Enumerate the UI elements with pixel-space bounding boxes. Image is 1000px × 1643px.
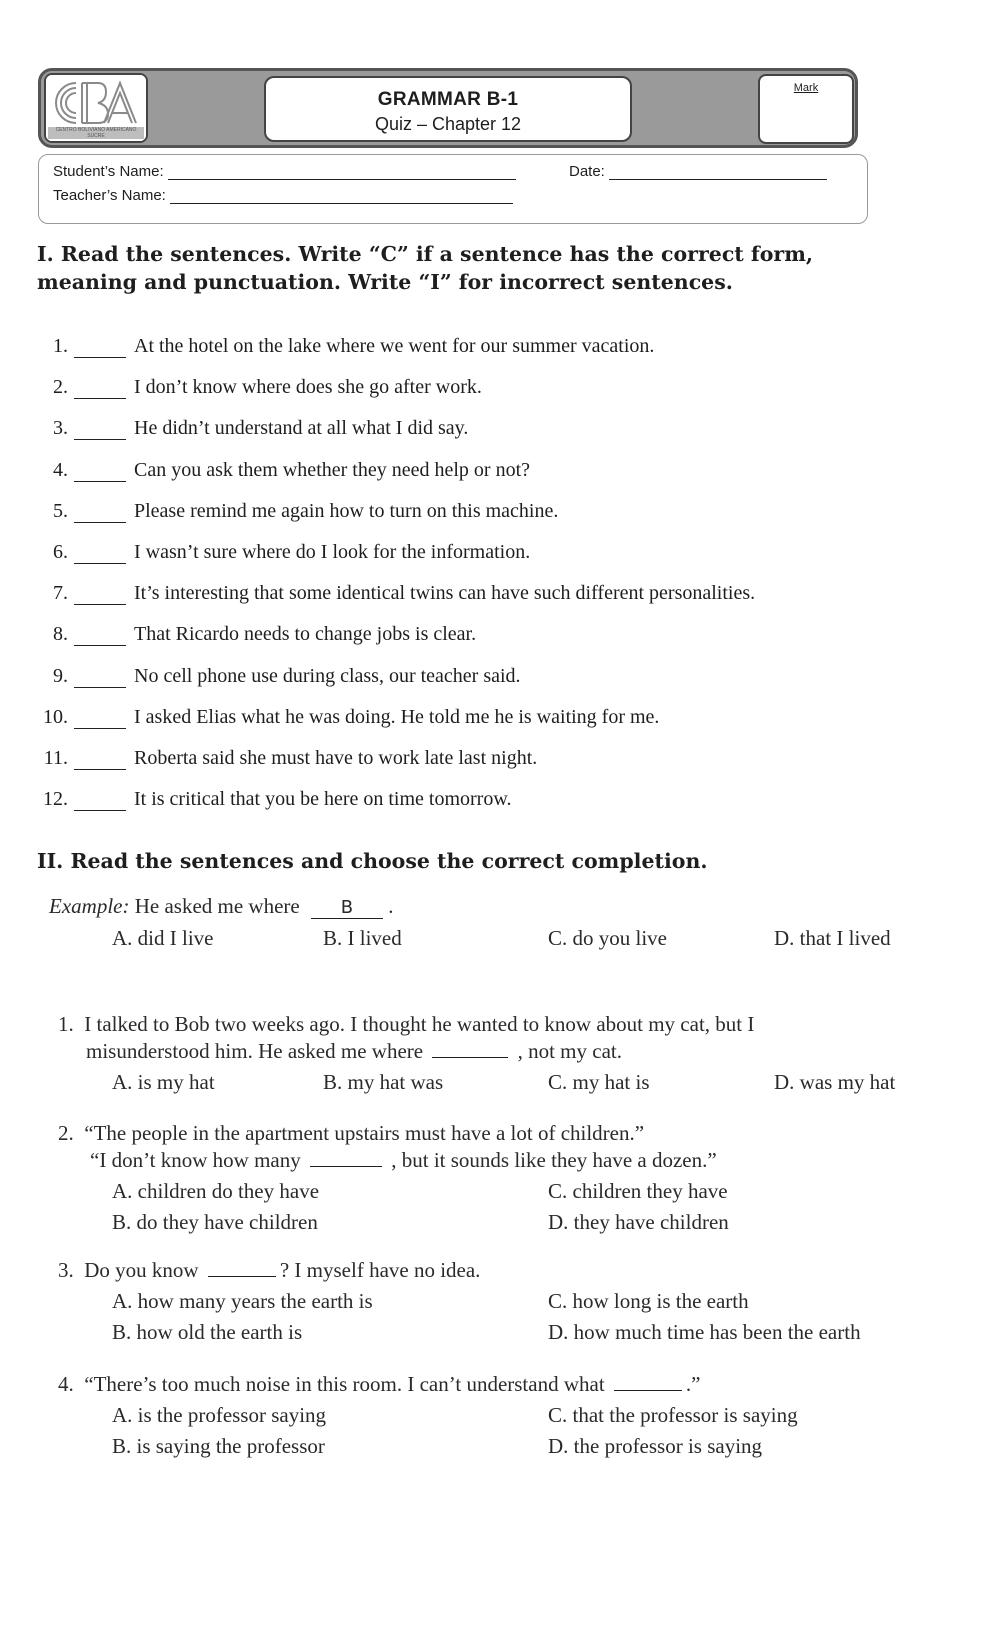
part1-item-sentence: I asked Elias what he was doing. He told me he is waiting for me. bbox=[134, 706, 660, 728]
part1-answer-blank[interactable] bbox=[74, 629, 126, 646]
part1-item-number: 4. bbox=[53, 459, 68, 481]
part1-item-number: 9. bbox=[53, 665, 68, 687]
q1-line2: misunderstood him. He asked me where , not my cat. bbox=[86, 1039, 622, 1063]
part1-answer-blank[interactable] bbox=[74, 547, 126, 564]
part1-item-sentence: He didn’t understand at all what I did say. bbox=[134, 417, 469, 439]
q2-line1: 2. “The people in the apartment upstairs must have a lot of children.” bbox=[58, 1121, 645, 1145]
part1-item bbox=[40, 620, 476, 646]
part1-item-sentence: Please remind me again how to turn on this machine. bbox=[134, 500, 559, 522]
example-option-c: C. do you live bbox=[548, 926, 667, 950]
part1-item bbox=[40, 414, 468, 440]
part1-item-number: 5. bbox=[53, 500, 68, 522]
part1-item-number: 1. bbox=[53, 335, 68, 357]
teacher-name-field[interactable] bbox=[53, 187, 513, 204]
part1-item-sentence: It is critical that you be here on time tomorrow. bbox=[134, 788, 512, 810]
part1-item-sentence: At the hotel on the lake where we went for our summer vacation. bbox=[134, 335, 655, 357]
q1-option-b: B. my hat was bbox=[323, 1070, 444, 1094]
part1-item bbox=[40, 456, 530, 482]
part1-item-sentence: It’s interesting that some identical twins can have such different personalities. bbox=[134, 582, 756, 604]
q1-option-d: D. was my hat bbox=[774, 1070, 896, 1094]
school-logo bbox=[44, 73, 148, 143]
date-line[interactable] bbox=[609, 165, 827, 180]
part1-item bbox=[40, 497, 558, 523]
q2-option-a: A. children do they have bbox=[112, 1179, 320, 1203]
q3-option-a: A. how many years the earth is bbox=[112, 1289, 373, 1313]
example-answer: B bbox=[311, 897, 383, 919]
part1-answer-blank[interactable] bbox=[74, 794, 126, 811]
part1-item-sentence: Roberta said she must have to work late last night. bbox=[134, 747, 538, 769]
part1-answer-blank[interactable] bbox=[74, 753, 126, 770]
q4-option-a: A. is the professor saying bbox=[112, 1403, 327, 1427]
part1-item bbox=[40, 579, 755, 605]
q4-option-d: D. the professor is saying bbox=[548, 1434, 763, 1458]
q3-option-d: D. how much time has been the earth bbox=[548, 1320, 861, 1344]
part1-item bbox=[40, 373, 482, 399]
part1-item-number: 12. bbox=[43, 788, 68, 810]
example-option-a: A. did I live bbox=[112, 926, 214, 950]
part1-item bbox=[40, 662, 521, 688]
q4-blank[interactable] bbox=[614, 1373, 682, 1391]
q1-option-c: C. my hat is bbox=[548, 1070, 650, 1094]
q4-option-b: B. is saying the professor bbox=[112, 1434, 325, 1458]
date-field[interactable] bbox=[569, 163, 827, 180]
part1-item bbox=[40, 744, 537, 770]
student-name-line[interactable] bbox=[168, 165, 516, 180]
q2-option-d: D. they have children bbox=[548, 1210, 729, 1234]
q3-option-c: C. how long is the earth bbox=[548, 1289, 749, 1313]
part1-answer-blank[interactable] bbox=[74, 423, 126, 440]
q1-option-a: A. is my hat bbox=[112, 1070, 215, 1094]
example-stem: Example: He asked me where B . bbox=[49, 894, 394, 918]
part1-item-number: 8. bbox=[53, 623, 68, 645]
part1-answer-blank[interactable] bbox=[74, 506, 126, 523]
q2-blank[interactable] bbox=[310, 1149, 382, 1167]
part1-item bbox=[40, 538, 530, 564]
q1-blank[interactable] bbox=[432, 1040, 508, 1058]
part1-answer-blank[interactable] bbox=[74, 341, 126, 358]
q3-line1: 3. Do you know ? I myself have no idea. bbox=[58, 1258, 481, 1282]
quiz-title: GRAMMAR B-1 bbox=[377, 89, 519, 110]
example-option-d: D. that I lived bbox=[774, 926, 891, 950]
q3-blank[interactable] bbox=[208, 1259, 276, 1277]
mark-box bbox=[758, 74, 854, 144]
part1-item-number: 6. bbox=[53, 541, 68, 563]
part1-item-sentence: That Ricardo needs to change jobs is clear. bbox=[134, 623, 477, 645]
q3-option-b: B. how old the earth is bbox=[112, 1320, 303, 1344]
quiz-subtitle: Quiz – Chapter 12 bbox=[374, 114, 522, 134]
part1-answer-blank[interactable] bbox=[74, 465, 126, 482]
q4-line1: 4. “There’s too much noise in this room. I can’t understand what .” bbox=[58, 1372, 701, 1396]
student-name-field[interactable] bbox=[53, 163, 516, 180]
part1-item-sentence: I wasn’t sure where do I look for the information. bbox=[134, 541, 531, 563]
logo-caption: CENTRO BOLIVIANO AMERICANO SUCRE bbox=[55, 127, 137, 139]
q2-option-b: B. do they have children bbox=[112, 1210, 318, 1234]
part1-item-number: 7. bbox=[53, 582, 68, 604]
student-info-box bbox=[38, 154, 868, 224]
part1-item bbox=[40, 703, 659, 729]
part1-item-number: 2. bbox=[53, 376, 68, 398]
part1-item-sentence: I don’t know where does she go after work. bbox=[134, 376, 482, 398]
q2-line2: “I don’t know how many , but it sounds like they have a dozen.” bbox=[90, 1148, 717, 1172]
part1-answer-blank[interactable] bbox=[74, 588, 126, 605]
example-label: Example: bbox=[49, 894, 130, 918]
student-name-label: Student’s Name: bbox=[53, 163, 164, 180]
title-box bbox=[264, 76, 632, 142]
part1-item bbox=[40, 785, 511, 811]
q2-option-c: C. children they have bbox=[548, 1179, 728, 1203]
q4-option-c: C. that the professor is saying bbox=[548, 1403, 798, 1427]
part2-heading: II. Read the sentences and choose the correct completion. bbox=[37, 849, 708, 873]
part1-item-number: 10. bbox=[43, 706, 68, 728]
part1-item bbox=[40, 332, 654, 358]
teacher-name-line[interactable] bbox=[170, 189, 513, 204]
part1-heading: I. Read the sentences. Write “C” if a sentence has the correct form, meaning and punctuation. Write “I” for incorrect sentences. bbox=[37, 242, 814, 294]
mark-label: Mark bbox=[793, 82, 819, 94]
part1-item-sentence: Can you ask them whether they need help or not? bbox=[134, 459, 530, 481]
part1-answer-blank[interactable] bbox=[74, 671, 126, 688]
part1-item-sentence: No cell phone use during class, our teacher said. bbox=[134, 665, 521, 687]
part1-answer-blank[interactable] bbox=[74, 382, 126, 399]
date-label: Date: bbox=[569, 163, 605, 180]
part1-answer-blank[interactable] bbox=[74, 712, 126, 729]
q1-line1: 1. I talked to Bob two weeks ago. I thought he wanted to know about my cat, but I bbox=[58, 1012, 755, 1036]
teacher-name-label: Teacher’s Name: bbox=[53, 187, 166, 204]
example-option-b: B. I lived bbox=[323, 926, 402, 950]
part1-item-number: 11. bbox=[43, 747, 68, 769]
part1-item-number: 3. bbox=[53, 417, 68, 439]
